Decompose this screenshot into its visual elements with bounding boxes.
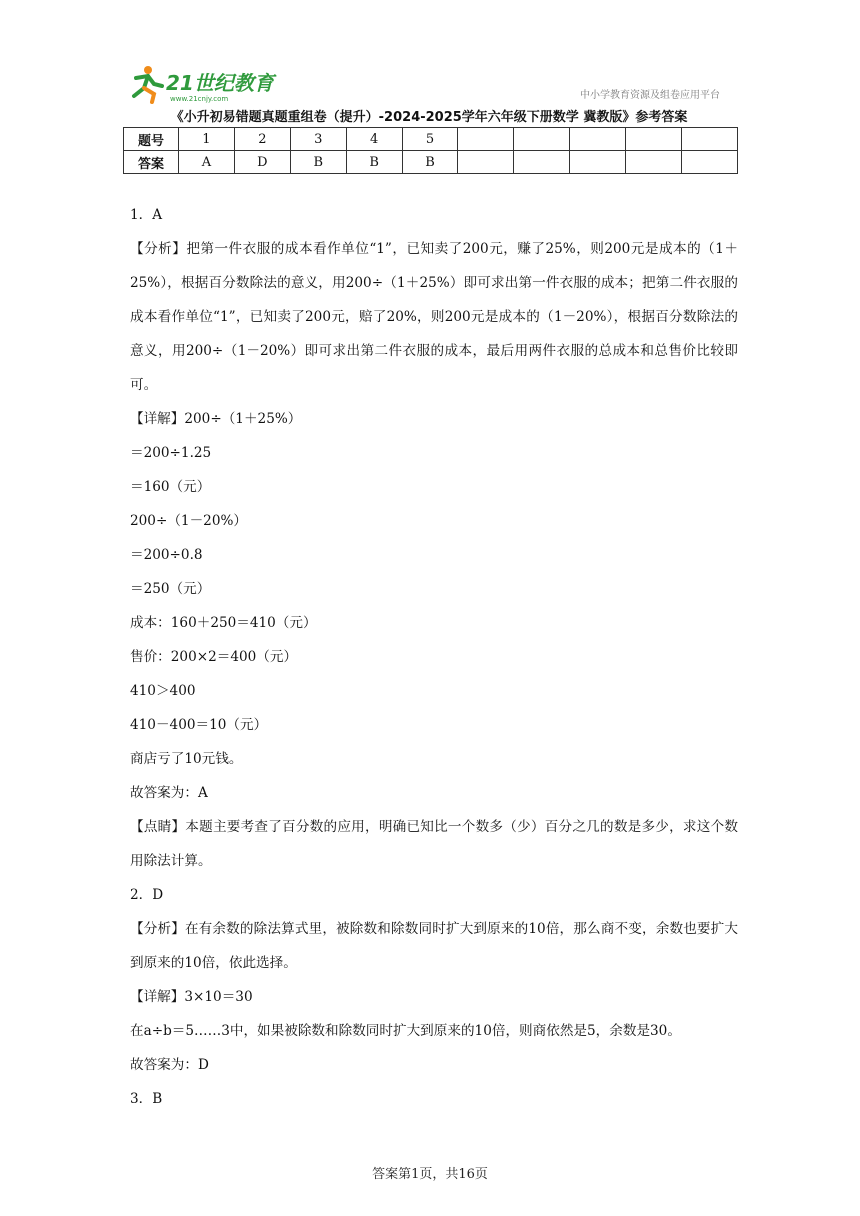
table-cell [514,151,570,174]
table-cell [458,128,514,151]
table-cell [626,151,682,174]
solution-line: 【详解】200÷（1＋25%） [130,411,302,427]
solution-line: 410－400＝10（元） [130,717,268,733]
page-footer: 答案第1页，共16页 [372,1167,488,1182]
table-cell [570,151,626,174]
table-row [124,128,738,151]
solution-line: 200÷（1－20%） [130,513,247,529]
solution-line: ＝250（元） [130,581,211,597]
solution-line: ＝200÷1.25 [130,445,212,461]
table-cell: A [179,151,235,174]
table-cell: B [290,151,346,174]
running-man-icon [134,66,162,102]
table-cell: 3 [290,128,346,151]
table-cell: 5 [402,128,458,151]
solution-line: 售价：200×2＝400（元） [130,649,298,665]
solution-line: ＝160（元） [130,479,211,495]
table-cell [570,128,626,151]
comment-paragraph: 【点睛】本题主要考查了百分数的应用，明确已知比一个数多（少）百分之几的数是多少，求这个数用除法计算。 [130,819,738,869]
answer-table [123,127,738,174]
analysis-paragraph: 【分析】把第一件衣服的成本看作单位“1”，已知卖了200元，赚了25%，则200元是成本的（1＋25%），根据百分数除法的意义，用200÷（1＋25%）即可求出第一件衣服的成本；把第二件衣服的成本看作单位“1”，已知卖了200元，赔了20%，则200元是成本的（1－20%），根据百分数除法的意义，用200÷（1－20%）即可求出第二件衣服的成本，最后用两件衣服的总成本和总售价比较即可。 [130,241,738,393]
question-number: 2．D [130,887,164,903]
solution-line: 【详解】3×10＝30 [130,989,253,1005]
solution-line: 410＞400 [130,683,196,699]
solution-line: ＝200÷0.8 [130,547,203,563]
solution-line: 在a÷b＝5……3中，如果被除数和除数同时扩大到原来的10倍，则商依然是5，余数是30。 [130,1023,681,1039]
question-number: 1．A [130,207,163,223]
answer-line: 故答案为：A [130,785,208,801]
answer-content [130,198,738,1116]
logo-url: www.21cnjy.com [170,95,229,103]
solution-line: 成本：160＋250＝410（元） [130,615,317,631]
row-header: 题号 [124,128,179,151]
analysis-paragraph: 【分析】在有余数的除法算式里，被除数和除数同时扩大到原来的10倍，那么商不变，余数也要扩大到原来的10倍，依此选择。 [130,921,738,971]
table-cell: D [234,151,290,174]
document-title: 《小升初易错题真题重组卷（提升）-2024-2025学年六年级下册数学 冀教版》参考答案 [170,110,688,125]
row-header: 答案 [124,151,179,174]
table-cell: B [346,151,402,174]
table-cell [626,128,682,151]
table-cell: 1 [179,128,235,151]
table-cell [514,128,570,151]
logo [128,64,288,104]
table-cell [458,151,514,174]
question-number: 3．B [130,1091,163,1107]
table-cell: B [402,151,458,174]
table-cell: 2 [234,128,290,151]
table-cell: 4 [346,128,402,151]
answer-line: 故答案为：D [130,1057,209,1073]
solution-line: 商店亏了10元钱。 [130,751,243,767]
logo-text: 21世纪教育 [166,71,274,95]
site-caption: 中小学教育资源及组卷应用平台 [580,90,720,101]
table-row [124,151,738,174]
table-cell [682,128,738,151]
table-cell [682,151,738,174]
